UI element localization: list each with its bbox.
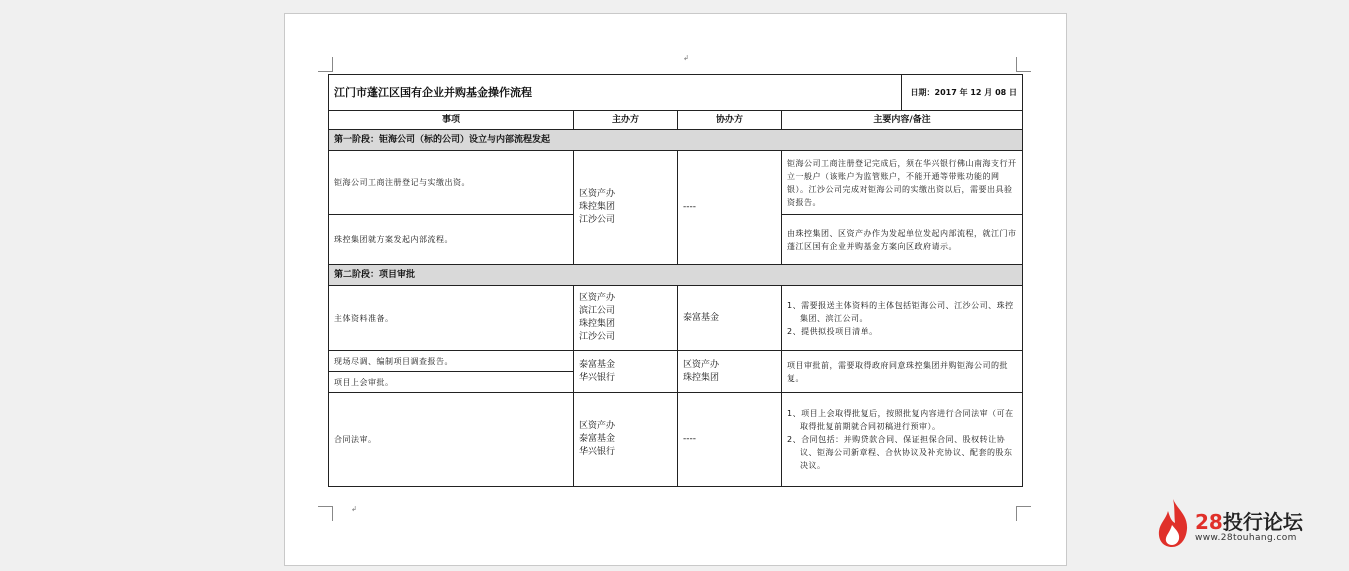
- crop-mark-top-left: [318, 57, 333, 72]
- note-list: [787, 299, 1017, 338]
- note-list-item: 2、提供拟投项目清单。: [787, 326, 878, 336]
- crop-mark-bottom-right: [1016, 506, 1031, 521]
- host-name: 区资产办: [579, 189, 616, 199]
- paragraph-mark: ↲: [683, 54, 689, 62]
- stage1-label: 第一阶段：钜海公司（标的公司）设立与内部流程发起: [329, 130, 1023, 151]
- co-name: 泰富基金: [683, 312, 720, 323]
- item-cell: 钜海公司工商注册登记与实缴出资。: [329, 151, 574, 215]
- flame-icon: [1155, 497, 1191, 549]
- host-cell: [574, 351, 678, 393]
- note-cell: 项目审批前，需要取得政府同意珠控集团并购钜海公司的批复。: [782, 351, 1023, 393]
- note-cell: [782, 286, 1023, 351]
- host-name: 江沙公司: [579, 332, 616, 342]
- co-name: 区资产办: [683, 359, 720, 370]
- note-list: [787, 407, 1017, 472]
- item-cell: 现场尽调、编制项目调查报告。: [329, 351, 574, 372]
- co-name: 珠控集团: [683, 372, 720, 383]
- co-cell: [678, 393, 782, 487]
- note-list-item: 1、需要报送主体资料的主体包括钜海公司、江沙公司、珠控集团、滨江公司。: [787, 300, 1014, 323]
- stage2-label: 第二阶段：项目审批: [329, 265, 1023, 286]
- header-notes: 主要内容/备注: [782, 111, 1023, 130]
- table-row: [329, 351, 1023, 372]
- header-host: 主办方: [574, 111, 678, 130]
- header-row: [329, 111, 1023, 130]
- co-cell: [678, 286, 782, 351]
- host-cell: [574, 286, 678, 351]
- host-name: 泰富基金: [579, 434, 616, 444]
- document-page: [284, 13, 1067, 566]
- host-name: 珠控集团: [579, 319, 616, 329]
- item-cell: 项目上会审批。: [329, 372, 574, 393]
- note-cell: 由珠控集团、区资产办作为发起单位发起内部流程，就江门市蓬江区国有企业并购基金方案向区政府请示。: [782, 215, 1023, 265]
- note-list-item: 1、项目上会取得批复后，按照批复内容进行合同法审（可在取得批复前期就合同初稿进行预审）。: [787, 409, 1014, 431]
- host-name: 华兴银行: [579, 447, 616, 457]
- note-list-item: 2、合同包括：并购贷款合同、保证担保合同、股权转让协议、钜海公司新章程、合伙协议及补充协议、配套的股东决议。: [787, 435, 1013, 470]
- note-cell: 钜海公司工商注册登记完成后，须在华兴银行佛山南海支行开立一般户（该账户为监管账户，不能开通等带账功能的网银）。江沙公司完成对钜海公司的实缴出资以后，需要出具验资报告。: [782, 151, 1023, 215]
- logo-title: 投行论坛: [1222, 510, 1303, 534]
- process-table: [328, 74, 1023, 487]
- co-name: ----: [683, 434, 696, 444]
- table-row: [329, 393, 1023, 487]
- document-date: 日期：2017 年 12 月 08 日: [902, 75, 1023, 111]
- document-title: 江门市蓬江区国有企业并购基金操作流程: [329, 75, 902, 111]
- header-item: 事项: [329, 111, 574, 130]
- table-row: [329, 286, 1023, 351]
- host-name: 华兴银行: [579, 372, 616, 383]
- title-row: [329, 75, 1023, 111]
- logo-url[interactable]: www.28touhang.com: [1195, 533, 1297, 543]
- co-cell: [678, 351, 782, 393]
- item-cell: 合同法审。: [329, 393, 574, 487]
- host-cell: [574, 151, 678, 265]
- header-co: 协办方: [678, 111, 782, 130]
- host-name: 区资产办: [579, 293, 616, 303]
- forum-logo[interactable]: [1155, 497, 1325, 551]
- logo-number: 28: [1195, 510, 1223, 534]
- host-name: 区资产办: [579, 421, 616, 431]
- host-name: 泰富基金: [579, 359, 616, 370]
- host-name: 江沙公司: [579, 215, 616, 225]
- co-name: ----: [683, 202, 696, 212]
- crop-mark-bottom-left: [318, 506, 333, 521]
- crop-mark-top-right: [1016, 57, 1031, 72]
- host-name: 滨江公司: [579, 306, 616, 316]
- table-row: [329, 151, 1023, 215]
- host-name: 珠控集团: [579, 202, 616, 212]
- item-cell: 珠控集团就方案发起内部流程。: [329, 215, 574, 265]
- stage-row: [329, 265, 1023, 286]
- item-cell: 主体资料准备。: [329, 286, 574, 351]
- logo-name: [1195, 506, 1303, 535]
- co-cell: [678, 151, 782, 265]
- note-cell: [782, 393, 1023, 487]
- stage-row: [329, 130, 1023, 151]
- host-cell: [574, 393, 678, 487]
- paragraph-mark: ↲: [351, 505, 357, 513]
